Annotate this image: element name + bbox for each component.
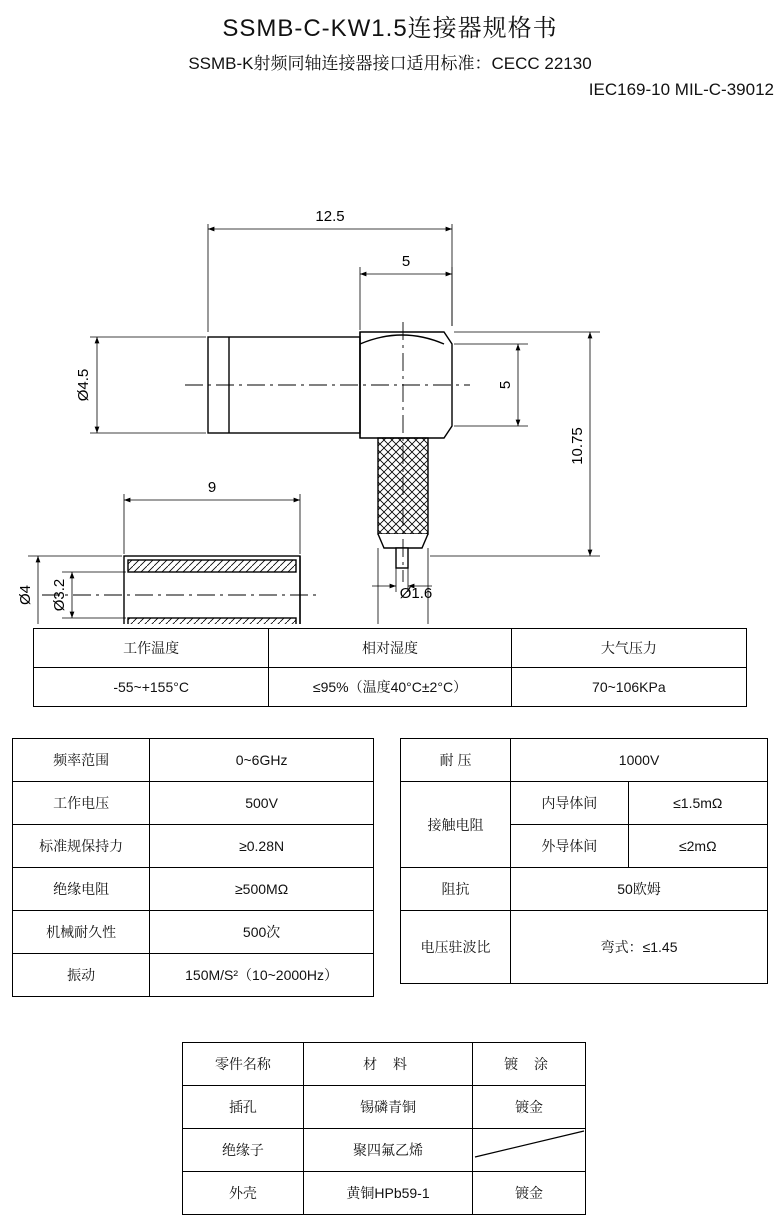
- mat-plating-socket: 镀金: [473, 1086, 586, 1129]
- table-row: [401, 739, 768, 782]
- env-value-pressure: 70~106KPa: [511, 668, 746, 707]
- table-row: [183, 1172, 586, 1215]
- row-label-durability: 机械耐久性: [13, 911, 150, 954]
- material-table: [182, 1042, 586, 1215]
- mat-material-insulator: 聚四氟乙烯: [303, 1129, 472, 1172]
- svg-text:Ø1.6: Ø1.6: [399, 584, 433, 602]
- page-title: SSMB-C-KW1.5连接器规格书: [222, 15, 558, 42]
- technical-drawing: [0, 104, 780, 624]
- svg-text:Ø3.2: Ø3.2: [51, 578, 68, 611]
- mat-header-part: 零件名称: [183, 1043, 304, 1086]
- table-row: [401, 782, 768, 825]
- row-label-contact-resistance: 接触电阻: [401, 782, 511, 868]
- svg-text:Ø4: Ø4: [17, 584, 34, 605]
- row-value-vibration: 150M/S²（10~2000Hz）: [150, 954, 374, 997]
- env-value-humidity: ≤95%（温度40°C±2°C）: [269, 668, 511, 707]
- row-value-durability: 500次: [150, 911, 374, 954]
- mat-material-shell: 黄铜HPb59-1: [303, 1172, 472, 1215]
- row-label-vibration: 振动: [13, 954, 150, 997]
- svg-text:12.5: 12.5: [315, 207, 345, 225]
- row-value-withstand-voltage: 1000V: [511, 739, 768, 782]
- table-row: [401, 911, 768, 984]
- electrical-table-left: [12, 738, 374, 997]
- row-label-frequency: 频率范围: [13, 739, 150, 782]
- row-value-outer-conductor: ≤2mΩ: [628, 825, 767, 868]
- svg-text:10.75: 10.75: [569, 426, 586, 465]
- row-label-vswr: 电压驻波比: [401, 911, 511, 984]
- standard-line-1: SSMB-K射频同轴连接器接口适用标准：CECC 22130: [188, 54, 592, 73]
- table-row: [401, 868, 768, 911]
- table-row: [13, 825, 374, 868]
- table-row: [13, 739, 374, 782]
- row-value-impedance: 50欧姆: [511, 868, 768, 911]
- row-label-impedance: 阻抗: [401, 868, 511, 911]
- table-row: [13, 954, 374, 997]
- environment-table: [33, 628, 747, 707]
- standard-line-2: IEC169-10 MIL-C-39012: [588, 80, 774, 100]
- table-row: [13, 911, 374, 954]
- mat-header-plating: 镀 涂: [473, 1043, 586, 1086]
- row-value-inner-conductor: ≤1.5mΩ: [628, 782, 767, 825]
- row-value-retention: ≥0.28N: [150, 825, 374, 868]
- row-value-voltage: 500V: [150, 782, 374, 825]
- table-row: [34, 668, 747, 707]
- env-header-temperature: 工作温度: [34, 629, 269, 668]
- env-value-temperature: -55~+155°C: [34, 668, 269, 707]
- svg-text:5: 5: [401, 252, 411, 270]
- env-header-humidity: 相对湿度: [269, 629, 511, 668]
- mat-part-shell: 外壳: [183, 1172, 304, 1215]
- svg-text:Ø4.5: Ø4.5: [75, 368, 92, 401]
- mat-material-socket: 锡磷青铜: [303, 1086, 472, 1129]
- table-row: [34, 629, 747, 668]
- row-value-vswr: 弯式：≤1.45: [511, 911, 768, 984]
- table-row: [183, 1043, 586, 1086]
- mat-plating-insulator-empty: [473, 1129, 586, 1172]
- row-label-inner-conductor: 内导体间: [511, 782, 628, 825]
- standards-block: [0, 51, 780, 104]
- env-header-pressure: 大气压力: [511, 629, 746, 668]
- table-row: [183, 1086, 586, 1129]
- row-label-insulation: 绝缘电阻: [13, 868, 150, 911]
- mat-plating-shell: 镀金: [473, 1172, 586, 1215]
- table-row: [13, 782, 374, 825]
- row-value-insulation: ≥500MΩ: [150, 868, 374, 911]
- row-label-withstand-voltage: 耐 压: [401, 739, 511, 782]
- row-label-outer-conductor: 外导体间: [511, 825, 628, 868]
- mat-part-socket: 插孔: [183, 1086, 304, 1129]
- row-value-frequency: 0~6GHz: [150, 739, 374, 782]
- table-row: [183, 1129, 586, 1172]
- row-label-retention: 标准规保持力: [13, 825, 150, 868]
- mat-part-insulator: 绝缘子: [183, 1129, 304, 1172]
- diagonal-strike-icon: [473, 1129, 586, 1159]
- row-label-voltage: 工作电压: [13, 782, 150, 825]
- mat-header-material: 材 料: [303, 1043, 472, 1086]
- svg-text:9: 9: [207, 478, 217, 496]
- table-row: [13, 868, 374, 911]
- electrical-table-right: [400, 738, 768, 984]
- svg-text:5: 5: [497, 380, 514, 389]
